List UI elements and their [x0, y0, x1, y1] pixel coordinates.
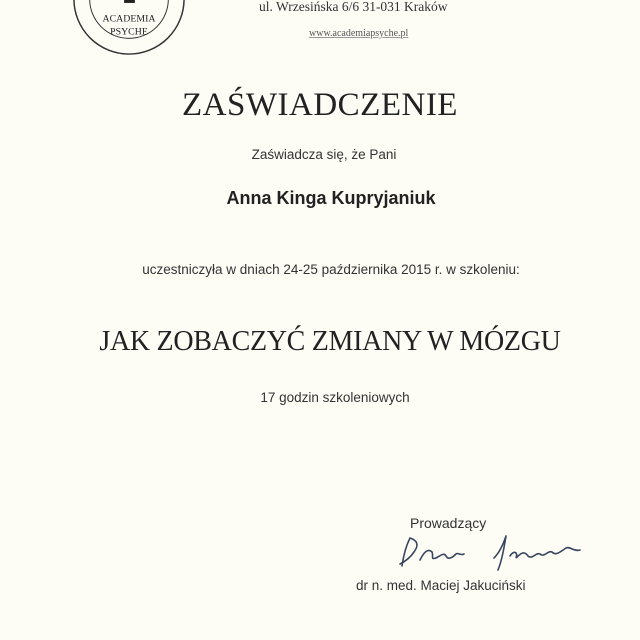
svg-text:PSYCHE: PSYCHE: [110, 26, 148, 38]
course-title: JAK ZOBACZYĆ ZMIANY W MÓZGU: [99, 326, 561, 357]
instructor-role: Prowadzący: [410, 515, 487, 531]
svg-text:ACADEMIA: ACADEMIA: [102, 13, 156, 25]
certificate-intro: Zaświadcza się, że Pani: [251, 147, 397, 162]
academia-psyche-seal-logo: [70, 0, 188, 58]
institution-address: ul. Wrzesińska 6/6 31-031 Kraków: [259, 0, 448, 14]
institution-website[interactable]: www.academiapsyche.pl: [309, 28, 409, 39]
signer-name: dr n. med. Maciej Jakuciński: [356, 578, 526, 593]
certificate-title: ZAŚWIADCZENIE: [182, 87, 458, 123]
course-hours: 17 godzin szkoleniowych: [260, 390, 410, 405]
handwritten-signature: [390, 530, 610, 576]
participation-text: uczestniczyła w dniach 24-25 października 2015 r. w szkoleniu:: [142, 262, 520, 277]
recipient-name: Anna Kinga Kupryjaniuk: [226, 188, 436, 208]
